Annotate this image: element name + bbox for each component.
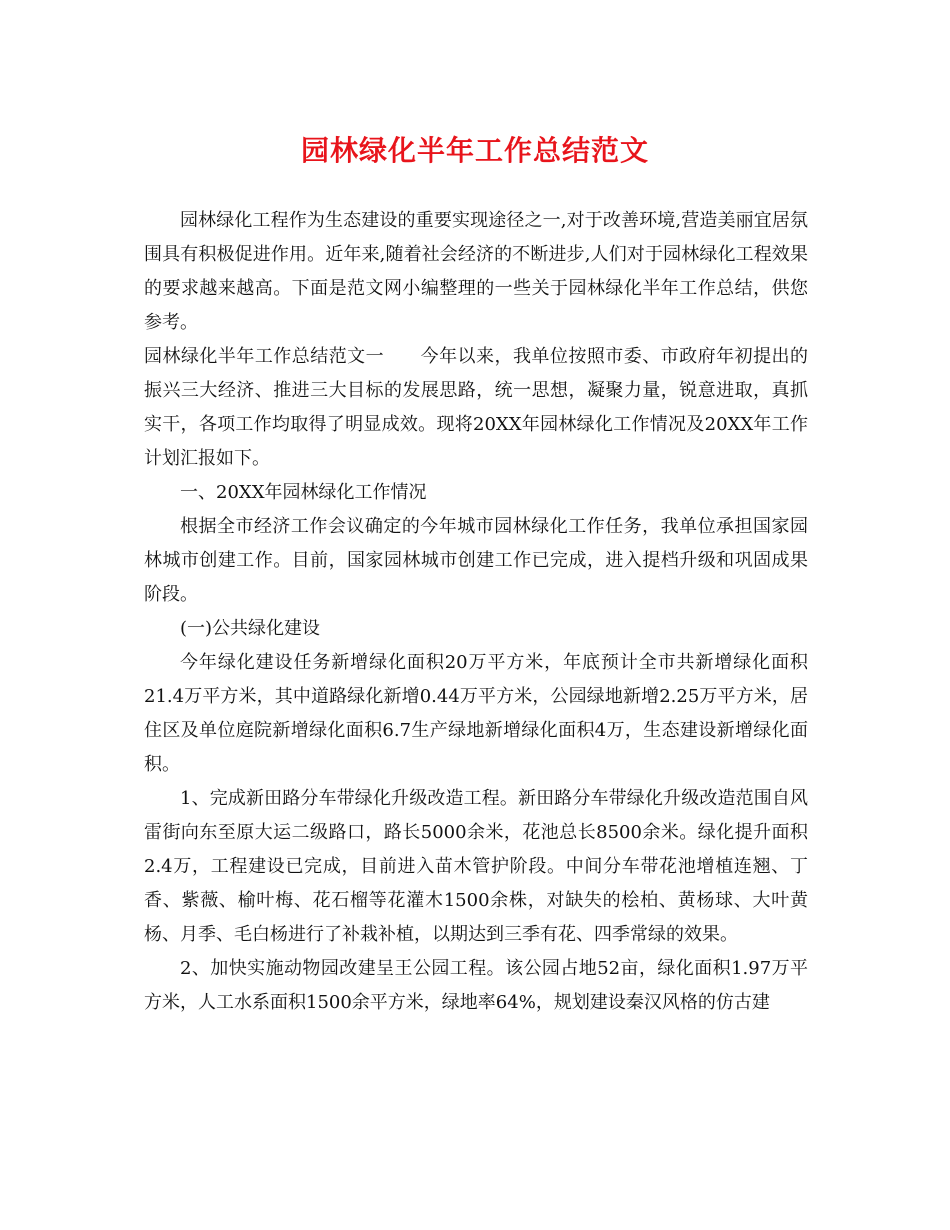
- document-title: 园林绿化半年工作总结范文: [300, 134, 649, 167]
- document-body: [144, 204, 808, 1020]
- section-heading: 园林绿化半年工作总结范文一: [144, 346, 385, 367]
- intro-paragraph: 园林绿化工程作为生态建设的重要实现途径之一,对于改善环境,营造美丽宜居氛围具有积极促进作用。近年来,随着社会经济的不断进步,人们对于园林绿化工程效果的要求越来越高。下面是范文网小编整理的一些关于园林绿化半年工作总结，供您参考。: [144, 210, 808, 333]
- subheading-situation: 一、20XX年园林绿化工作情况: [180, 482, 427, 503]
- list-item: 2、加快实施动物园改建呈王公园工程。该公园占地52亩，绿化面积1.97万平方米，人工水系面积1500余平方米，绿地率64%，规划建设秦汉风格的仿古建: [144, 958, 808, 1013]
- subheading-public-greening: (一)公共绿化建设: [180, 618, 321, 639]
- list-item: 1、完成新田路分车带绿化升级改造工程。新田路分车带绿化升级改造范围自风雷街向东至原大运二级路口，路长5000余米，花池总长8500余米。绿化提升面积2.4万，工程建设已完成，目前进入苗木管护阶段。中间分车带花池增植连翘、丁香、紫薇、榆叶梅、花石榴等花灌木1500余株，对缺失的桧柏、黄杨球、大叶黄杨、月季、毛白杨进行了补栽补植，以期达到三季有花、四季常绿的效果。: [144, 788, 808, 945]
- body-paragraph: 根据全市经济工作会议确定的今年城市园林绿化工作任务，我单位承担国家园林城市创建工作。目前，国家园林城市创建工作已完成，进入提档升级和巩固成果阶段。: [144, 516, 808, 605]
- section-paragraph: [144, 340, 808, 476]
- section-paragraph-text: 今年以来，我单位按照市委、市政府年初提出的振兴三大经济、推进三大目标的发展思路，统一思想，凝聚力量，锐意进取，真抓实干，各项工作均取得了明显成效。现将20XX年园林绿化工作情况及20XX年工作计划汇报如下。: [144, 346, 809, 469]
- body-paragraph: 今年绿化建设任务新增绿化面积20万平方米，年底预计全市共新增绿化面积21.4万平方米，其中道路绿化新增0.44万平方米，公园绿地新增2.25万平方米，居住区及单位庭院新增绿化面积6.7生产绿地新增绿化面积4万，生态建设新增绿化面积。: [144, 652, 808, 775]
